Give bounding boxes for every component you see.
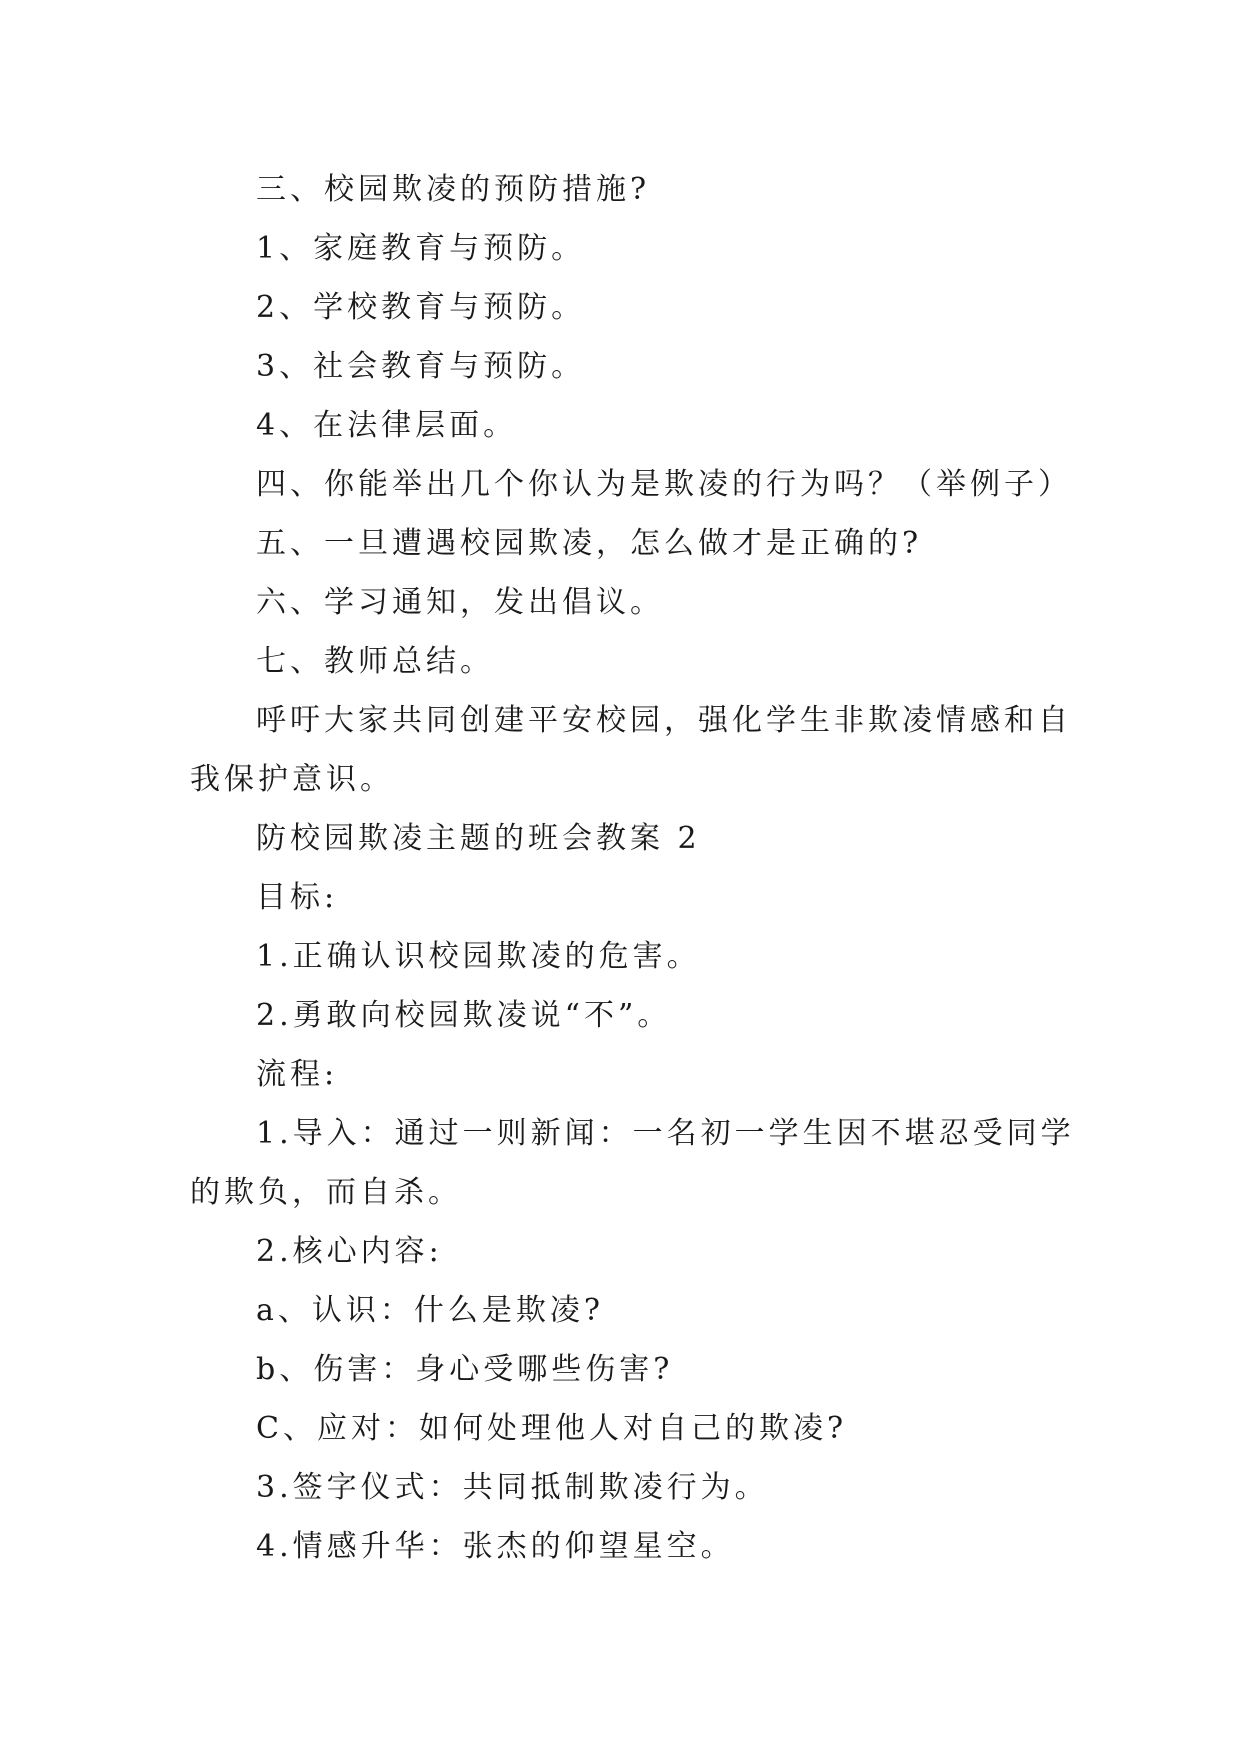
- flow-item: 1.导入：通过一则新闻：一名初一学生因不堪忍受同学: [256, 1116, 1075, 1151]
- flow-heading: 流程:: [256, 1057, 339, 1092]
- goal-item: 1.正确认识校园欺凌的危害。: [256, 939, 701, 974]
- heading-summary: 七、教师总结。: [256, 644, 494, 679]
- list-item: 4、在法律层面。: [256, 408, 518, 443]
- paragraph-call-line: 我保护意识。: [190, 762, 394, 797]
- list-item: 2、学校教育与预防。: [256, 290, 586, 325]
- flow-subitem: C、应对：如何处理他人对自己的欺凌?: [256, 1411, 848, 1446]
- flow-item: 4.情感升华：张杰的仰望星空。: [256, 1529, 735, 1564]
- list-item: 1、家庭教育与预防。: [256, 231, 586, 266]
- heading-examples: 四、你能举出几个你认为是欺凌的行为吗？（举例子）: [256, 467, 1072, 502]
- heading-prevention: 三、校园欺凌的预防措施?: [256, 172, 651, 207]
- flow-item: 2.核心内容:: [256, 1234, 443, 1269]
- flow-item-continued: 的欺负，而自杀。: [190, 1175, 462, 1210]
- goal-item: 2.勇敢向校园欺凌说“不”。: [256, 998, 672, 1033]
- list-item: 3、社会教育与预防。: [256, 349, 586, 384]
- flow-item: 3.签字仪式：共同抵制欺凌行为。: [256, 1470, 769, 1505]
- flow-subitem: a、认识：什么是欺凌?: [256, 1293, 604, 1328]
- flow-subitem: b、伤害：身心受哪些伤害?: [256, 1352, 674, 1387]
- paragraph-call-line: 呼吁大家共同创建平安校园，强化学生非欺凌情感和自: [256, 703, 1072, 738]
- document-body: [190, 160, 1075, 1576]
- heading-initiative: 六、学习通知，发出倡议。: [256, 585, 664, 620]
- section-title: 防校园欺凌主题的班会教案 2: [256, 821, 701, 856]
- heading-response: 五、一旦遭遇校园欺凌，怎么做才是正确的?: [256, 526, 923, 561]
- goal-heading: 目标:: [256, 880, 339, 915]
